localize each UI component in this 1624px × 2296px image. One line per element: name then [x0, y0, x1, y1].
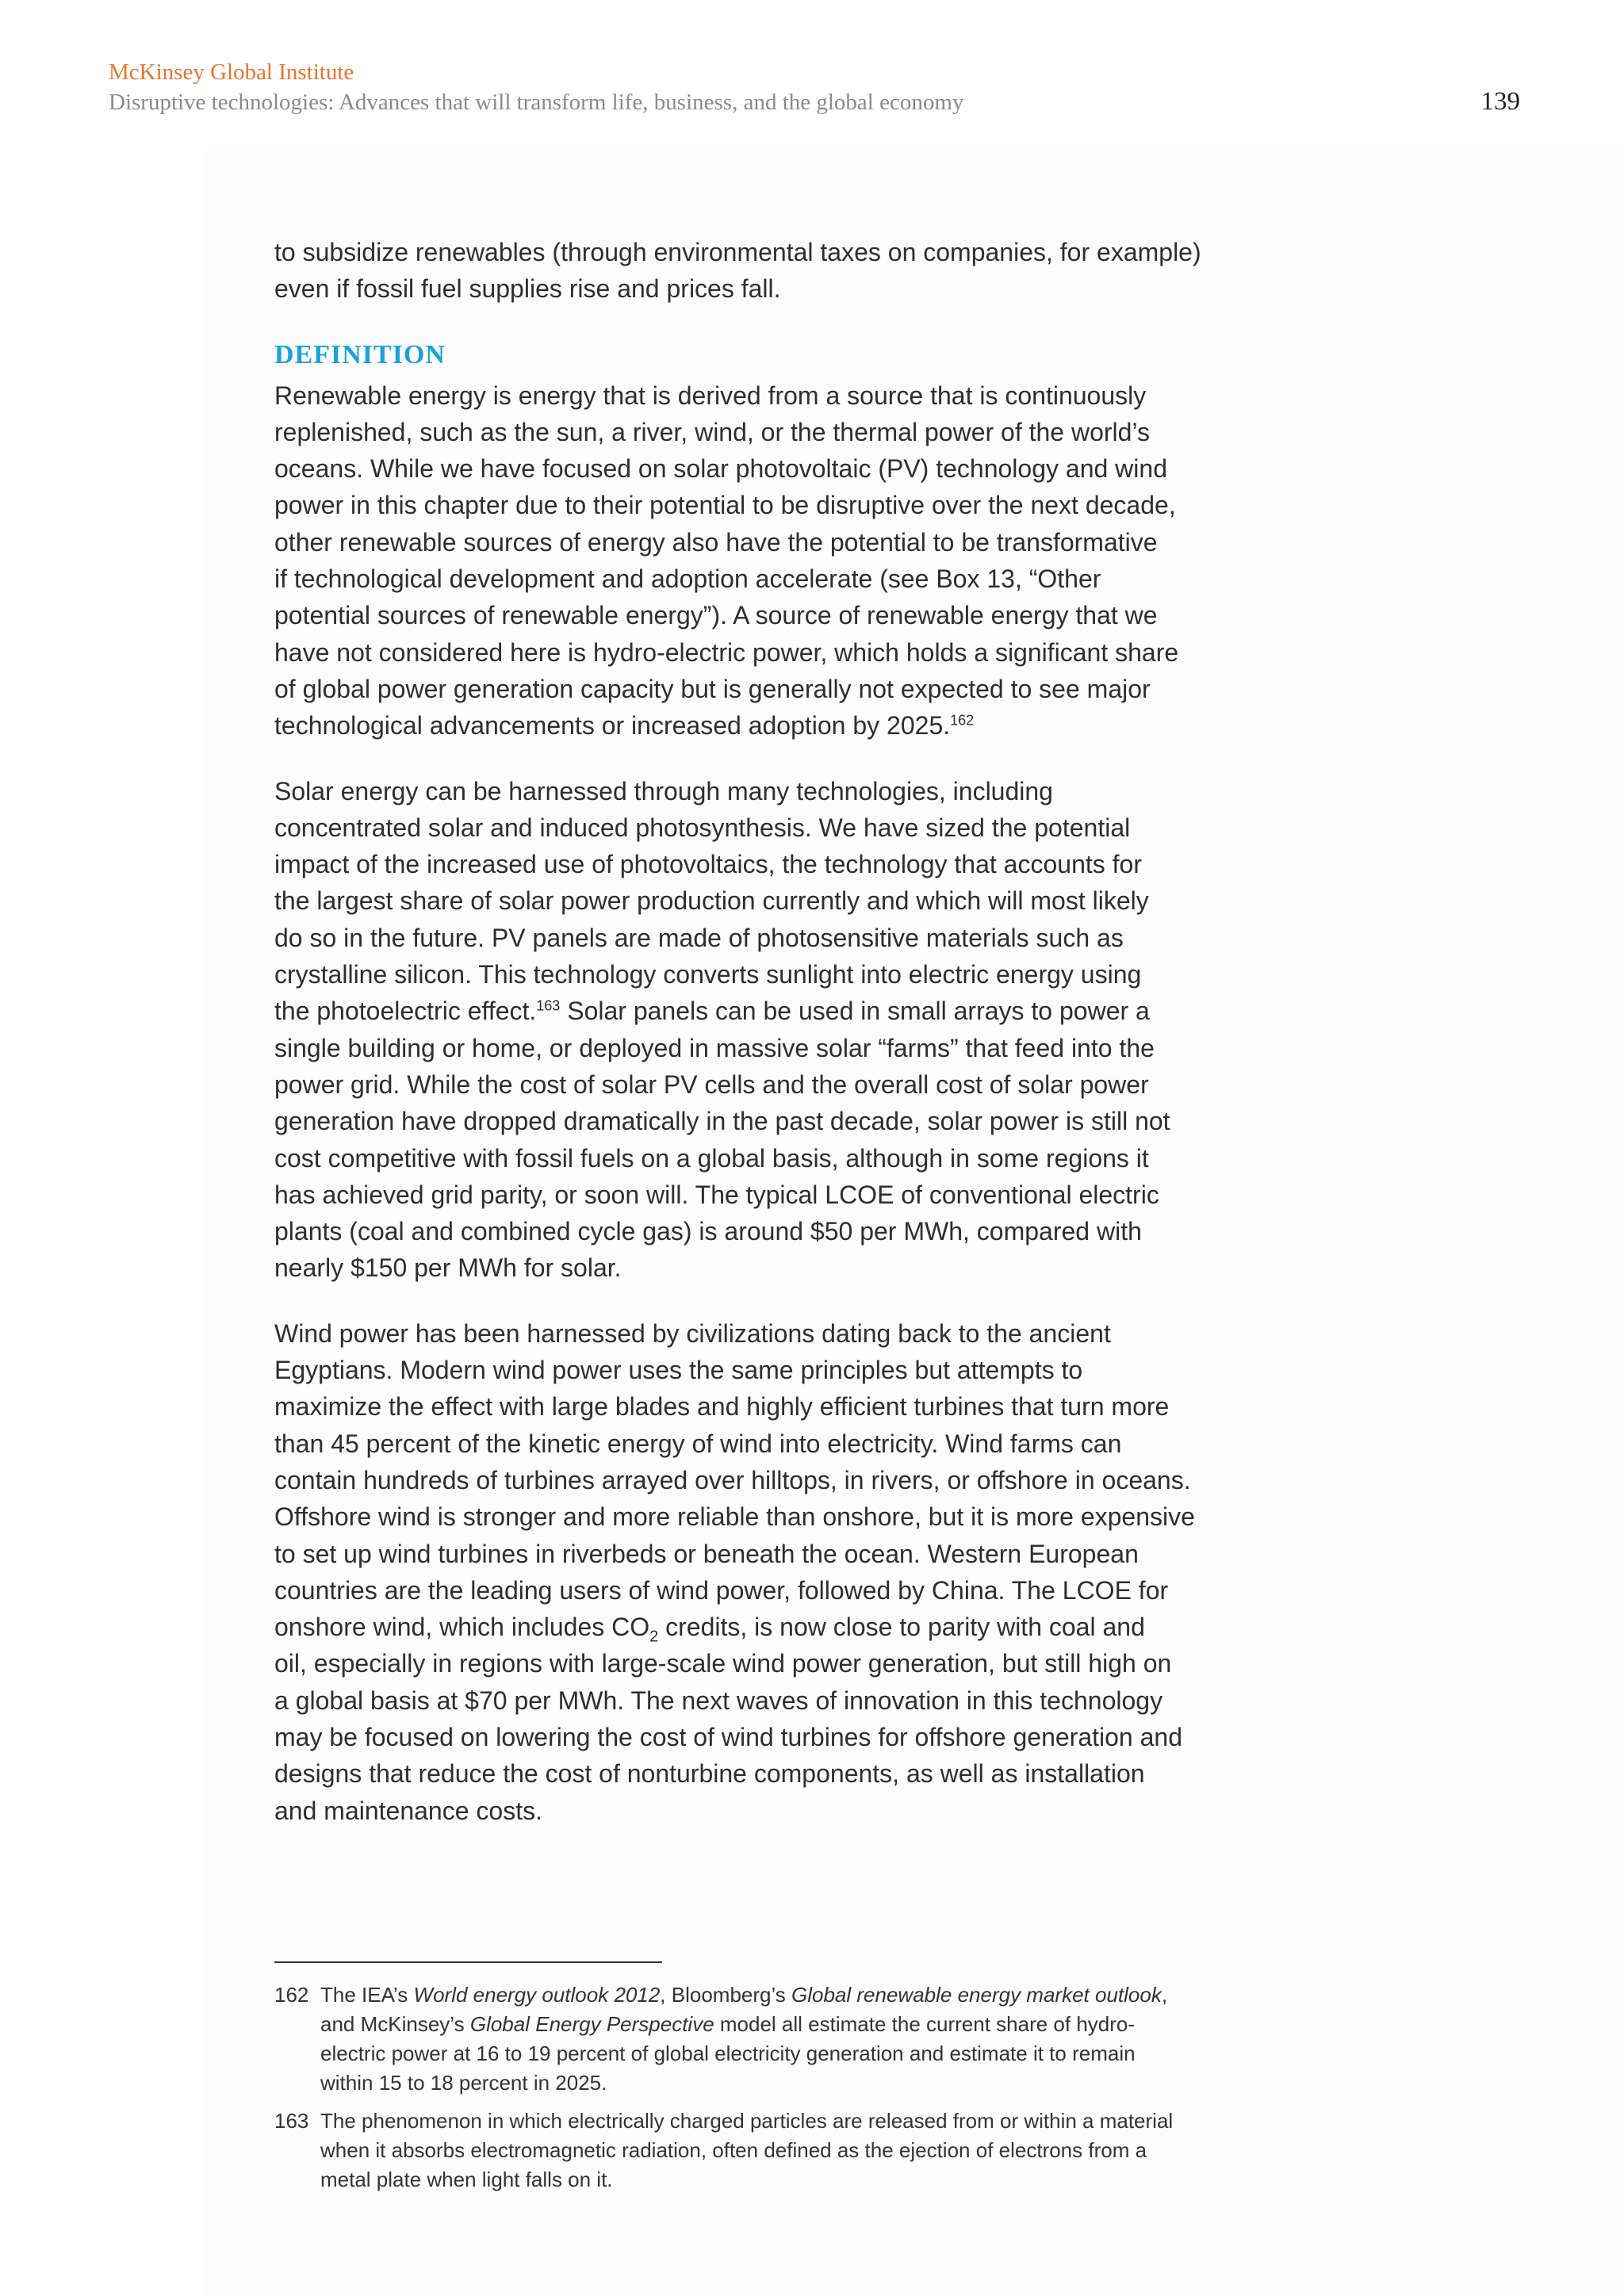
footnote-163: [274, 2107, 1258, 2195]
co2-subscript: 2: [649, 1628, 659, 1646]
text-line: has achieved grid parity, or soon will. The typical LCOE of conventional electric: [274, 1180, 1159, 1209]
text-line: nearly $150 per MWh for solar.: [274, 1253, 622, 1283]
wind-paragraph: [274, 1315, 1250, 1829]
text-line: [274, 1609, 1250, 1645]
publication-title: Global renewable energy market outlook: [791, 1983, 1162, 2007]
running-header: [109, 57, 1520, 117]
text-segment: The IEA’s: [320, 1983, 414, 2007]
text-line: to set up wind turbines in riverbeds or beneath the ocean. Western European: [274, 1539, 1139, 1568]
text-segment: technological advancements or increased adoption by 2025.: [274, 711, 951, 740]
text-line: of global power generation capacity but is generally not expected to see major: [274, 674, 1151, 703]
solar-paragraph: [274, 773, 1250, 1287]
text-line: replenished, such as the sun, a river, wind, or the thermal power of the world’s: [274, 417, 1150, 446]
text-segment: credits, is now close to parity with coal and: [658, 1613, 1145, 1642]
text-line: designs that reduce the cost of nonturbine components, as well as installation: [274, 1759, 1145, 1789]
definition-paragraph: [274, 377, 1250, 744]
text-line: single building or home, or deployed in massive solar “farms” that feed into the: [274, 1033, 1155, 1062]
main-content: [274, 234, 1250, 1858]
text-line: the largest share of solar power production currently and which will most likely: [274, 886, 1149, 916]
text-line: electric power at 16 to 19 percent of global electricity generation and estimate it to remain: [320, 2042, 1136, 2065]
text-line: The phenomenon in which electrically charged particles are released from or within a material: [320, 2109, 1174, 2133]
text-line: have not considered here is hydro-electric power, which holds a significant share: [274, 637, 1179, 667]
publication-title: Global Energy Perspective: [469, 2012, 714, 2036]
text-line: other renewable sources of energy also have the potential to be transformative: [274, 527, 1158, 557]
text-line: plants (coal and combined cycle gas) is around $50 per MWh, compared with: [274, 1217, 1142, 1246]
publication-title: World energy outlook 2012: [413, 1983, 661, 2007]
text-line: impact of the increased use of photovoltaics, the technology that accounts for: [274, 850, 1142, 879]
text-line: metal plate when light falls on it.: [320, 2168, 613, 2191]
text-line: power grid. While the cost of solar PV cells and the overall cost of solar power: [274, 1070, 1149, 1099]
footnote-number: 163: [274, 2109, 309, 2133]
text-line: [274, 707, 1250, 744]
text-line: power in this chapter due to their potential to be disruptive over the next decade,: [274, 491, 1176, 520]
text-line: maximize the effect with large blades and highly efficient turbines that turn more: [274, 1392, 1170, 1422]
text-segment: the photoelectric effect.: [274, 997, 537, 1026]
text-line: Wind power has been harnessed by civilizations dating back to the ancient: [274, 1318, 1111, 1348]
text-line: cost competitive with fossil fuels on a global basis, although in some regions it: [274, 1143, 1149, 1173]
text-line: a global basis at $70 per MWh. The next waves of innovation in this technology: [274, 1686, 1163, 1715]
text-line: [320, 2010, 1258, 2039]
text-segment: ,: [1161, 1983, 1168, 2007]
text-line: concentrated solar and induced photosynthesis. We have sized the potential: [274, 813, 1131, 842]
text-segment: model all estimate the current share of hydro-: [714, 2012, 1136, 2036]
report-title: Disruptive technologies: Advances that will transform life, business, and the global economy: [109, 90, 964, 115]
publisher-name: McKinsey Global Institute: [109, 59, 354, 85]
text-line: to subsidize renewables (through environmental taxes on companies, for example): [274, 238, 1201, 266]
text-line: contain hundreds of turbines arrayed over hilltops, in rivers, or offshore in oceans.: [274, 1465, 1191, 1494]
text-line: Solar energy can be harnessed through many technologies, including: [274, 776, 1053, 806]
text-line: even if fossil fuel supplies rise and prices fall.: [274, 274, 781, 304]
text-line: than 45 percent of the kinetic energy of wind into electricity. Wind farms can: [274, 1429, 1122, 1458]
footnote-ref-162[interactable]: 162: [950, 712, 975, 729]
text-line: crystalline silicon. This technology converts sunlight into electric energy using: [274, 960, 1142, 989]
text-segment: , Bloomberg’s: [660, 1983, 792, 2007]
text-line: and maintenance costs.: [274, 1796, 542, 1825]
text-line: when it absorbs electromagnetic radiation, often defined as the ejection of electrons from a: [320, 2138, 1147, 2162]
text-line: within 15 to 18 percent in 2025.: [320, 2071, 607, 2095]
text-line: oceans. While we have focused on solar photovoltaic (PV) technology and wind: [274, 454, 1167, 484]
section-heading-definition: DEFINITION: [274, 339, 446, 369]
text-line: Egyptians. Modern wind power uses the same principles but attempts to: [274, 1356, 1083, 1385]
text-line: potential sources of renewable energy”). A source of renewable energy that we: [274, 601, 1158, 630]
footnote-divider: [274, 1961, 662, 1963]
text-line: oil, especially in regions with large-scale wind power generation, but still high on: [274, 1649, 1172, 1678]
footnote-ref-163[interactable]: 163: [536, 997, 561, 1014]
text-line: Offshore wind is stronger and more reliable than onshore, but it is more expensive: [274, 1502, 1195, 1532]
page-number: 139: [1480, 87, 1520, 116]
text-line: generation have dropped dramatically in the past decade, solar power is still not: [274, 1107, 1170, 1136]
text-segment: onshore wind, which includes CO: [274, 1613, 650, 1642]
intro-paragraph: [274, 234, 1250, 308]
text-line: [320, 1980, 1258, 2010]
text-segment: Solar panels can be used in small arrays to power a: [560, 997, 1150, 1026]
text-segment: and McKinsey’s: [320, 2012, 470, 2036]
text-line: countries are the leading users of wind power, followed by China. The LCOE for: [274, 1575, 1169, 1605]
text-line: if technological development and adoption accelerate (see Box 13, “Other: [274, 564, 1101, 594]
text-line: may be focused on lowering the cost of wind turbines for offshore generation and: [274, 1722, 1182, 1751]
footnotes: [274, 1980, 1258, 2203]
footnote-162: [274, 1980, 1258, 2098]
text-line: Renewable energy is energy that is derived from a source that is continuously: [274, 381, 1147, 410]
footnote-number: 162: [274, 1983, 309, 2007]
text-line: [274, 993, 1250, 1029]
text-line: do so in the future. PV panels are made of photosensitive materials such as: [274, 923, 1124, 952]
